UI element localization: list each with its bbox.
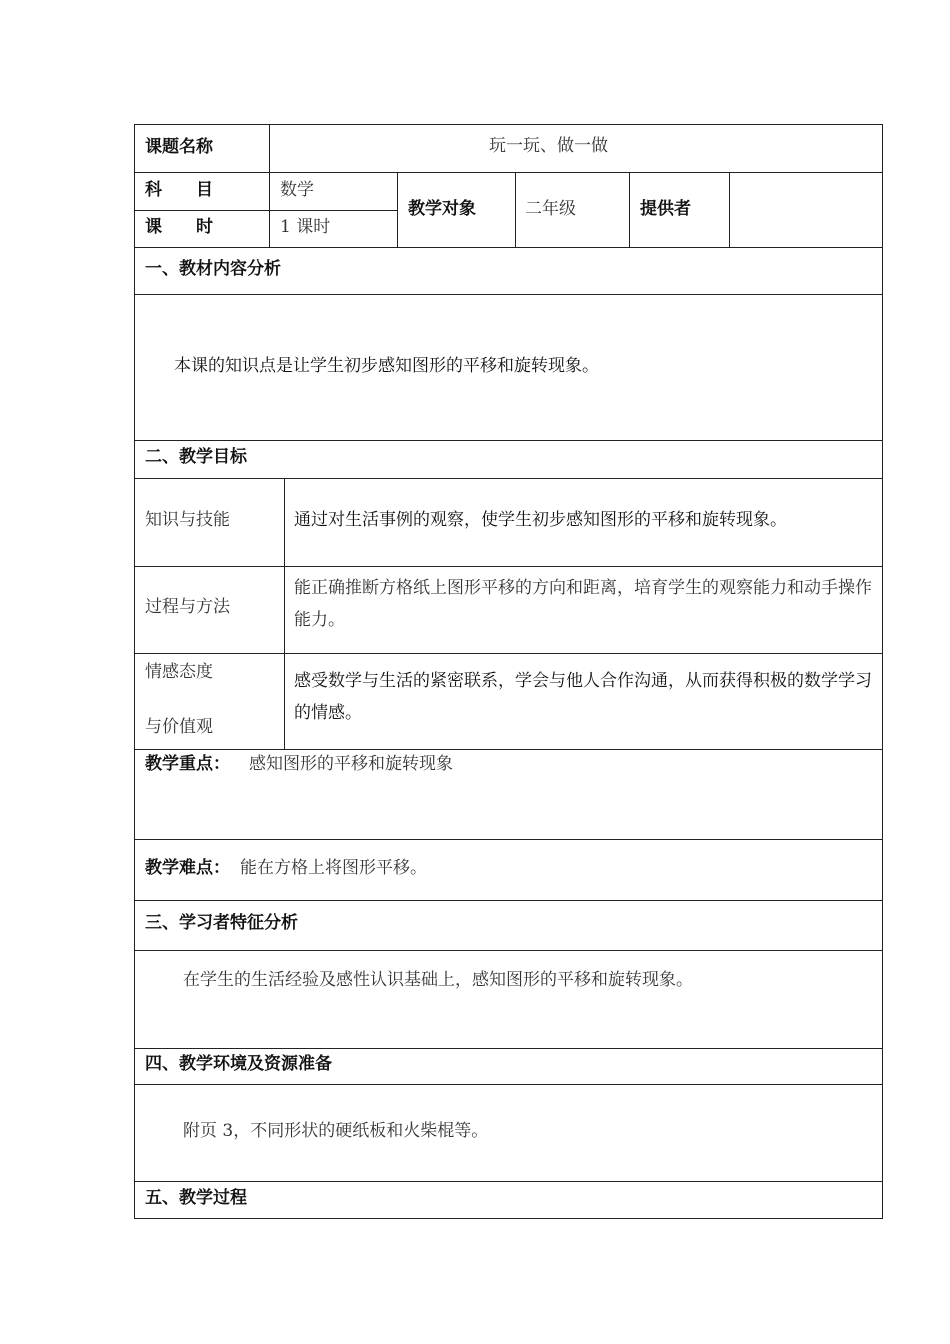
hours-value: 1 课时 xyxy=(280,217,331,237)
row-divider xyxy=(134,440,883,441)
objective-content-process: 能正确推断方格纸上图形平移的方向和距离，培育学生的观察能力和动手操作能力。 xyxy=(294,578,872,630)
column-divider xyxy=(269,124,270,247)
row-divider xyxy=(134,749,883,750)
row-divider xyxy=(134,950,883,951)
row-divider xyxy=(134,1181,883,1182)
column-divider xyxy=(284,478,285,749)
row-divider xyxy=(134,839,883,840)
section-title-objectives: 二、教学目标 xyxy=(145,447,247,467)
row-divider xyxy=(134,294,883,295)
subject-value: 数学 xyxy=(280,180,314,200)
row-divider xyxy=(134,210,397,211)
objective-content-attitude: 感受数学与生活的紧密联系，学会与他人合作沟通，从而获得积极的数学学习的情感。 xyxy=(294,671,872,723)
objective-label-knowledge: 知识与技能 xyxy=(145,510,230,530)
difficulty-value: 能在方格上将图形平移。 xyxy=(240,858,427,878)
row-divider xyxy=(134,124,883,125)
column-divider xyxy=(397,172,398,247)
difficulty-label: 教学难点： xyxy=(145,858,230,878)
section-title-process: 五、教学过程 xyxy=(145,1188,247,1208)
hours-label: 课 时 xyxy=(145,217,213,237)
column-divider xyxy=(515,172,516,247)
row-divider xyxy=(134,900,883,901)
key-point-label: 教学重点： xyxy=(145,754,230,774)
section-title-learners: 三、学习者特征分析 xyxy=(145,913,298,933)
row-divider xyxy=(134,653,883,654)
topic-value: 玩一玩、做一做 xyxy=(489,136,608,156)
column-divider xyxy=(882,124,883,1218)
row-divider xyxy=(134,1084,883,1085)
section-title-materials: 一、教材内容分析 xyxy=(145,259,281,279)
resources-body: 附页 3，不同形状的硬纸板和火柴棍等。 xyxy=(183,1121,489,1141)
objective-label-attitude-line2: 与价值观 xyxy=(145,717,213,737)
row-divider xyxy=(134,566,883,567)
objective-label-attitude-line1: 情感态度 xyxy=(145,662,213,682)
objective-content-knowledge: 通过对生活事例的观察，使学生初步感知图形的平移和旋转现象。 xyxy=(294,510,787,530)
topic-label: 课题名称 xyxy=(145,137,213,157)
row-divider xyxy=(134,172,883,173)
row-divider xyxy=(134,1218,883,1219)
objective-label-process: 过程与方法 xyxy=(145,597,230,617)
column-divider xyxy=(134,124,135,1218)
row-divider xyxy=(134,247,883,248)
audience-value: 二年级 xyxy=(525,199,576,219)
audience-label: 教学对象 xyxy=(408,199,476,219)
column-divider xyxy=(629,172,630,247)
key-point-value: 感知图形的平移和旋转现象 xyxy=(249,754,453,774)
subject-label: 科 目 xyxy=(145,180,213,200)
section-title-resources: 四、教学环境及资源准备 xyxy=(145,1054,332,1074)
learners-body: 在学生的生活经验及感性认识基础上，感知图形的平移和旋转现象。 xyxy=(183,970,693,990)
provider-label: 提供者 xyxy=(640,199,691,219)
row-divider xyxy=(134,1048,883,1049)
column-divider xyxy=(729,172,730,247)
materials-body: 本课的知识点是让学生初步感知图形的平移和旋转现象。 xyxy=(174,356,599,376)
row-divider xyxy=(134,478,883,479)
